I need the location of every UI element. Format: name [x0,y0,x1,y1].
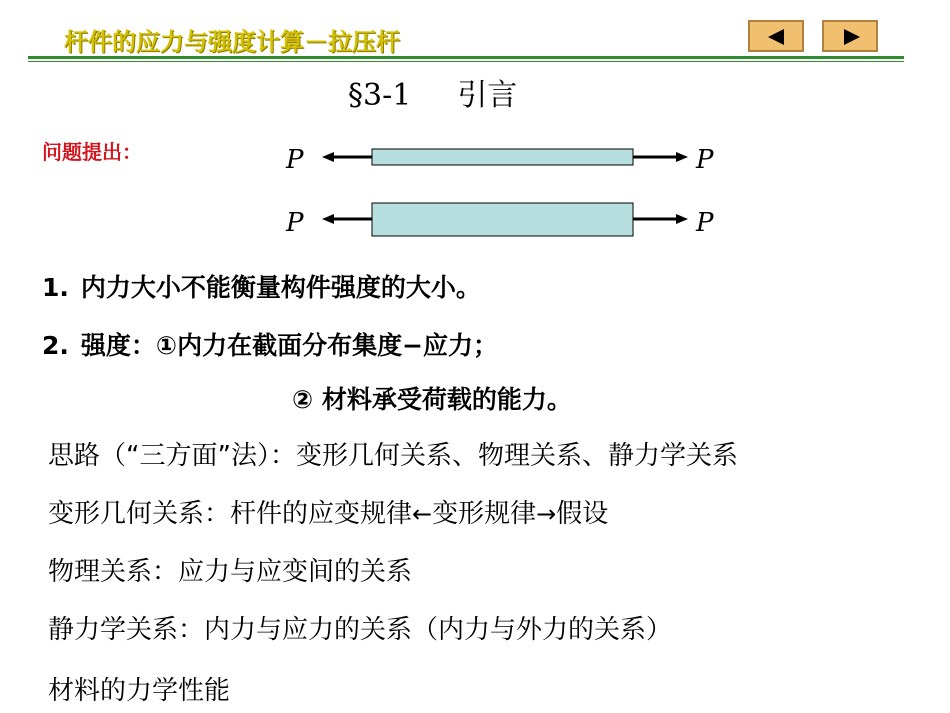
force-label-right-2: P [696,208,714,238]
deformation-text-c: 假设 [556,499,609,529]
arrowhead-right-2 [676,214,688,224]
force-label-left-1: P [286,145,304,175]
point-2-number: 2. [42,331,69,360]
point-1-text: 内力大小不能衡量构件强度的大小。 [80,273,481,302]
point-2-continuation: ② 材料承受荷载的能力。 [292,385,572,414]
slide-header-title: 杆件的应力与强度计算－拉压杆 [64,28,400,56]
approach-line: 思路（“三方面”法）：变形几何关系、物理关系、静力学关系 [48,441,738,471]
thick-bar-group [285,203,714,238]
thick-bar [372,203,633,236]
deformation-text-b: 变形规律 [432,499,537,529]
point-2 [42,326,498,362]
question-label: 问题提出： [42,140,142,164]
arrowhead-left-1 [322,152,334,162]
arrow-right-icon: → [536,500,557,528]
section-title: 引言 [457,78,518,113]
arrowhead-right-1 [676,152,688,162]
material-properties-line: 材料的力学性能 [48,676,231,706]
point-1 [42,268,481,304]
deformation-text-a: 变形几何关系：杆件的应变规律 [48,499,413,529]
arrowhead-left-2 [322,214,334,224]
point-2-text: 强度：①内力在截面分布集度−应力； [80,331,499,360]
thin-bar [372,149,633,165]
thin-bar-group [285,145,714,175]
force-label-left-2: P [286,208,304,238]
arrow-left-icon: ← [412,500,433,528]
physical-relation-line: 物理关系：应力与应变间的关系 [48,557,413,587]
force-label-right-1: P [696,145,714,175]
static-relation-line: 静力学关系：内力与应力的关系（内力与外力的关系） [48,615,673,645]
section-number: §3-1 [348,78,412,113]
point-1-number: 1. [42,273,69,302]
deformation-geometry-line [48,493,608,530]
